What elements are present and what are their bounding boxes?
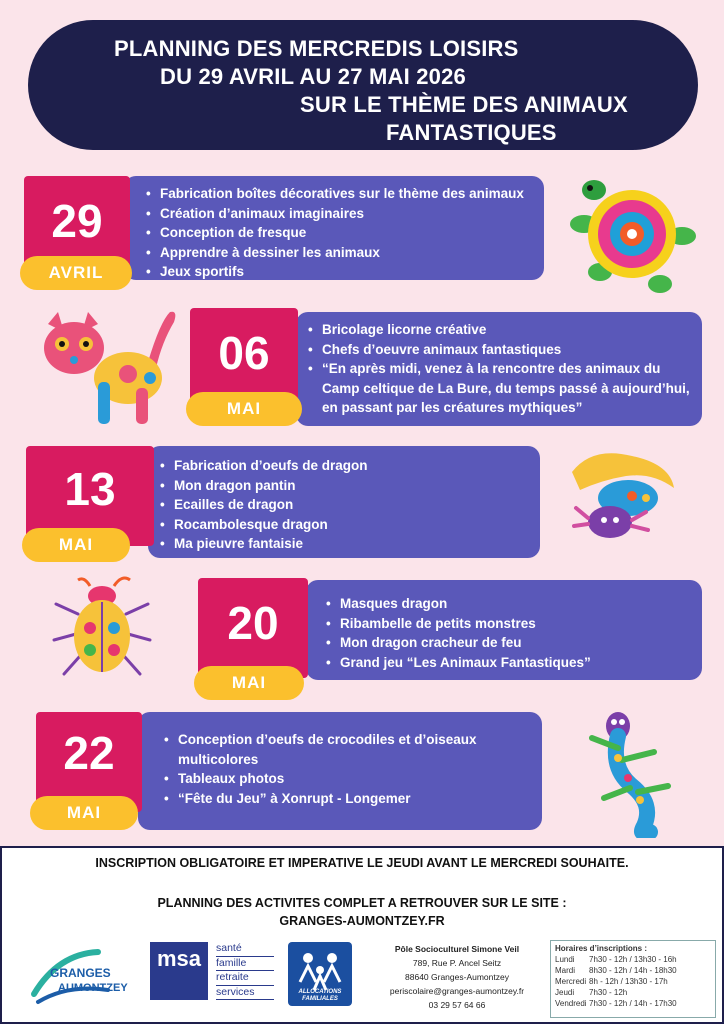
month-pill: MAI xyxy=(186,392,302,426)
footer-panel xyxy=(0,846,724,1024)
list-item: • Mon dragon pantin xyxy=(158,476,368,496)
hours-row xyxy=(555,998,711,1009)
list-item: • Apprendre à dessiner les animaux xyxy=(144,243,524,263)
day-card-13 xyxy=(148,446,540,558)
address-line: Pôle Socioculturel Simone Veil xyxy=(394,944,520,954)
caf-logo xyxy=(288,942,352,1006)
phone-number: 03 29 57 64 66 xyxy=(428,1000,486,1010)
day-number: 13 xyxy=(64,463,116,515)
msa-word: famille xyxy=(216,957,274,972)
hours-day: Lundi xyxy=(555,955,575,964)
list-item: • Bricolage licorne créative xyxy=(306,320,690,340)
list-item: • Fabrication boîtes décoratives sur le thème des animaux xyxy=(144,184,524,204)
registration-notice: INSCRIPTION OBLIGATOIRE ET IMPERATIVE LE JEUDI AVANT LE MERCREDI SOUHAITE. xyxy=(95,856,629,870)
list-item: • Grand jeu “Les Animaux Fantastiques” xyxy=(324,653,591,673)
granges-logo xyxy=(28,944,138,1006)
day-number: 29 xyxy=(51,195,103,247)
msa-logo xyxy=(150,942,276,1000)
hours-value: 7h30 - 12h / 14h - 17h30 xyxy=(589,999,677,1008)
site-line: PLANNING DES ACTIVITES COMPLET A RETROUVER SUR LE SITE : xyxy=(157,896,567,910)
site-url[interactable]: GRANGES-AUMONTZEY.FR xyxy=(279,914,445,928)
hours-row xyxy=(555,987,711,998)
list-item: multicolores xyxy=(178,751,259,767)
list-item: • Tableaux photos xyxy=(162,769,477,789)
hours-value: 7h30 - 12h xyxy=(589,988,628,997)
title-line-1: PLANNING DES MERCREDIS LOISIRS xyxy=(114,36,519,61)
list-item: Camp celtique de La Bure, du temps passé à aujourd’hui, xyxy=(322,380,690,396)
axolotl-icon xyxy=(562,442,684,546)
activity-list xyxy=(324,594,591,672)
title-banner xyxy=(28,20,698,150)
list-item: • Création d’animaux imaginaires xyxy=(144,204,524,224)
hours-day: Mercredi xyxy=(555,977,587,986)
activity-list xyxy=(158,456,368,554)
caf-family-icon xyxy=(288,946,352,994)
beetle-icon xyxy=(50,574,154,682)
day-number: 22 xyxy=(63,727,115,779)
month-pill: MAI xyxy=(30,796,138,830)
list-item: • Conception d’oeufs de crocodiles et d’oiseaux xyxy=(162,730,477,750)
list-item: • Masques dragon xyxy=(324,594,591,614)
msa-letters: msa xyxy=(150,942,208,1000)
list-item: • Chefs d’oeuvre animaux fantastiques xyxy=(306,340,690,360)
day-card-29 xyxy=(124,176,544,280)
msa-word: santé xyxy=(216,942,274,957)
msa-word: services xyxy=(216,986,274,1001)
hours-day: Vendredi xyxy=(555,999,587,1008)
list-item: • “En après midi, venez à la rencontre des animaux du xyxy=(306,359,690,379)
hours-day: Mardi xyxy=(555,966,576,975)
list-item: • “Fête du Jeu” à Xonrupt - Longemer xyxy=(162,789,477,809)
list-item: • Ribambelle de petits monstres xyxy=(324,614,591,634)
day-number: 06 xyxy=(218,327,270,379)
day-card-06 xyxy=(296,312,702,426)
msa-words xyxy=(216,942,274,1000)
address-line: 88640 Granges-Aumontzey xyxy=(405,972,509,982)
hours-value: 7h30 - 12h / 13h30 - 16h xyxy=(589,955,677,964)
date-box-20 xyxy=(198,578,308,678)
list-item: • Mon dragon cracheur de feu xyxy=(324,633,591,653)
granges-logo-line-2: AUMONTZEY xyxy=(58,982,128,994)
day-number: 20 xyxy=(227,597,279,649)
hours-row xyxy=(555,954,711,965)
list-item: en passant par les créatures mythiques” xyxy=(322,400,583,415)
activity-list xyxy=(306,320,690,418)
day-card-20 xyxy=(306,580,702,680)
hours-value: 8h30 - 12h / 14h - 18h30 xyxy=(589,966,677,975)
granges-logo-line-1: GRANGES xyxy=(50,966,111,980)
list-item: • Conception de fresque xyxy=(144,223,524,243)
caf-label: ALLOCATIONS FAMILIALES xyxy=(298,989,342,1002)
list-item: • Rocambolesque dragon xyxy=(158,515,368,535)
day-card-22 xyxy=(138,712,542,830)
hours-row xyxy=(555,965,711,976)
month-pill: MAI xyxy=(22,528,130,562)
title-line-4: FANTASTIQUES xyxy=(386,120,557,145)
hours-title: Horaires d’inscriptions : xyxy=(555,944,648,953)
title-line-2: DU 29 AVRIL AU 27 MAI 2026 xyxy=(160,64,466,89)
list-item: • Ecailles de dragon xyxy=(158,495,368,515)
turtle-icon xyxy=(570,176,698,298)
list-item: • Fabrication d’oeufs de dragon xyxy=(158,456,368,476)
cat-icon xyxy=(40,302,180,432)
list-item: • Ma pieuvre fantaisie xyxy=(158,534,368,554)
month-pill: AVRIL xyxy=(20,256,132,290)
email-link[interactable]: periscolaire@granges-aumontzey.fr xyxy=(389,986,525,996)
registration-hours xyxy=(550,940,716,1018)
activity-list xyxy=(162,730,477,808)
hours-day: Jeudi xyxy=(555,988,575,997)
activity-list xyxy=(144,184,524,282)
list-item: • Jeux sportifs xyxy=(144,262,524,282)
hours-row xyxy=(555,976,711,987)
address-line: 789, Rue P. Ancel Seitz xyxy=(412,958,502,968)
address-block xyxy=(372,942,542,1012)
lizard-icon xyxy=(574,708,684,838)
msa-word: retraite xyxy=(216,971,274,986)
title-line-3: SUR LE THÈME DES ANIMAUX xyxy=(300,92,628,117)
hours-value: 8h - 12h / 13h30 - 17h xyxy=(589,977,668,986)
month-pill: MAI xyxy=(194,666,304,700)
